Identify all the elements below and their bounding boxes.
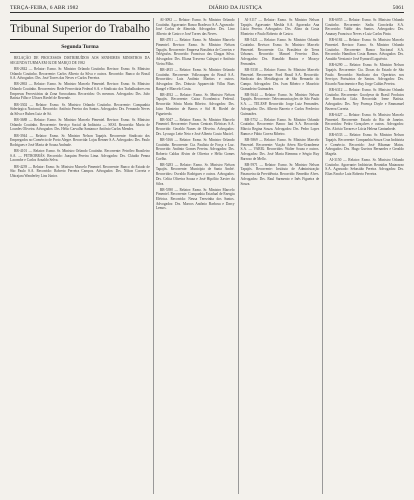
paragraph: RR-4701 — Relator: Exmo. Sr. Ministro Marcelo Pimentel. Revisor: Exmo. Sr. Ministro Nelson Tapajós. Recorrente: Empresa Brasileira de Correios e Telégrafos. Recorrido: Francisco das Chagas Silva. Advogados: Drs. Eliana Traverso Calegari e Antônio Vieira Filho. [155,38,235,66]
section-subtitle: Segunda Turma [10,44,150,53]
section-title-box [10,20,150,40]
column-1 [10,18,150,494]
paragraph: RR-6312 — Relator: Exmo. Sr. Ministro Orlando Coutinho. Recorrente: Goodyear do Brasil Produtos de Borracha Ltda. Recorrida: Irene Batista. Advogados: Drs. Ney Proença Doyle e Emmanuel Bezerra Correia. [325,88,404,111]
paragraph: RR-2842 — Relator: Exmo. Sr. Ministro Orlando Coutinho. Revisor: Exmo. Sr. Ministro Orlando Coutinho. Recorrente: Carlos Alberto da Silva e outros. Recorrido: Banco do Brasil S.A. Advogados: Drs. José Torres das Neves e Carlos Ferreira. [10,66,150,81]
paragraph: RR-5644 — Relator: Exmo. Sr. Ministro Nelson Tapajós. Recorrente: Telecomunicações de São Paulo S.A. — TELESP. Recorrido: Jorge Luiz Fernandes. Advogados: Drs. Alberto Barreto e Carlos Frederico Guimarães. [240,92,320,116]
paragraph: RR-5752 — Relator: Exmo. Sr. Ministro Orlando Coutinho. Recorrente: Banco Itaú S.A. Recorrida: Márcia Regina Souza. Advogados: Drs. Pedro Lopes Ramos e Fábio Correa Ribeiro. [240,117,320,136]
header-page-number: 5061 [392,5,404,11]
paragraph: RR-4815 — Relator: Exmo. Sr. Ministro Orlando Coutinho. Recorrente: Volkswagen do Brasil S.A. Recorridos: Luiz Antônio Martins e outros. Advogados: Drs. Dráusio Apparecido Villas Boas Rangel e Marcelo Costa. [155,67,235,91]
paragraph: RR-6290 — Relator: Exmo. Sr. Ministro Nelson Tapajós. Recorrente: Cia. Docas do Estado de São Paulo. Recorrido: Sindicato dos Operários nos Serviços Portuários de Santos. Advogados: Drs. Ricardo Nascimento e Ruy Jorge Caldas Pereira. [325,63,404,86]
page-header [10,3,404,13]
paragraph: RR-5538 — Relator: Exmo. Sr. Ministro Marcelo Pimentel. Recorrente: Ford Brasil S.A. Recorrido: Sindicato dos Metalúrgicos de São Bernardo do Campo. Advogados: Drs. Ivan Ribeiro e Maurício Granadeiro Guimarães. [240,67,320,91]
paragraph: RR-5421 — Relator: Exmo. Sr. Ministro Orlando Coutinho. Revisor: Exmo. Sr. Ministro Marcelo Pimentel. Recorrente: Cia. Brasileira de Trens Urbanos. Recorrido: Manoel Ferreira Dias. Advogados: Drs. Ronaldo Bastos e Moacyr Fernandes. [240,38,320,66]
header-date: TERÇA-FEIRA, 6 ABR 1982 [10,5,79,11]
paragraph: RR-5869 — Relator: Exmo. Sr. Ministro Marcelo Pimentel. Recorrente: Viação Aérea Rio-Grandense S.A. — VARIG. Recorridos: Walter Souza e outros. Advogados: Drs. José Maria Riemma e Sérgio Ruy Barroso de Mello. [240,137,320,161]
paragraph: RR-5283 — Relator: Exmo. Sr. Ministro Nelson Tapajós. Recorrente: Município de Santo André. Recorridos: Osvaldo Rodrigues e outros. Advogados: Drs. Celita Oliveira Souza e José Hipólito Xavier da Silva. [155,162,235,186]
paragraph: RELAÇÃO DE PROCESSOS DISTRIBUÍDOS AOS SENHORES MINISTROS DA SEGUNDA TURMA EM 02 DE MARÇO DE 1982 [10,56,150,65]
paragraph: AI-3117 — Relator: Exmo. Sr. Ministro Nelson Tapajós. Agravante: Mesbla S.A. Agravada: Ana Lúcia Pereira. Advogados: Drs. Alino da Costa Monteiro e Paulo Roberto de Castro. [240,18,320,37]
column-2 [156,18,235,494]
paragraph: RR-4101 — Relator: Exmo. Sr. Ministro Orlando Coutinho. Recorrente: Petróleo Brasileiro S.A. — PETROBRÁS. Recorrido: Joaquim Pereira Lima. Advogados: Drs. Cláudio Penna Lacombe e Carlos Arnaldo Selva. [10,149,150,163]
header-publication: DIÁRIO DA JUSTIÇA [208,5,263,11]
paragraph: RR-5971 — Relator: Exmo. Sr. Ministro Nelson Tapajós. Recorrente: Instituto de Administração Financeira da Previdência. Recorrido: Benedito Alves. Advogados: Drs. Raul Sarmento e Inês Figueira de Souza. [240,162,320,186]
paragraph: AI-3150 — Relator: Exmo. Sr. Ministro Orlando Coutinho. Agravante: Indústrias Reunidas Matarazzo S.A. Agravado: Sebastião Pereira. Advogados: Drs. Elias Farah e Luiz Roberto Ferreira. [325,158,404,177]
section-title: Tribunal Superior do Trabalho [10,23,150,35]
paragraph: RR-4932 — Relator: Exmo. Sr. Ministro Nelson Tapajós. Recorrente: Caixa Econômica Federal. Recorrida: Sônia Maria Ribeiro. Advogados: Drs. Jairo Monteiro de Barros e Sid H. Riedel de Figueiredo. [155,92,235,116]
column-3 [241,18,320,494]
paragraph: RR-5390 — Relator: Exmo. Sr. Ministro Marcelo Pimentel. Recorrente: Companhia Estadual de Energia Elétrica. Recorrida: Neusa Terezinha dos Santos. Advogados: Drs. Marcos Antônio Barbosa e Darcy Lemos. [155,187,235,211]
paragraph: RR-3302 — Relator: Exmo. Sr. Ministro Orlando Coutinho. Recorrente: Companhia Siderúrgica Nacional. Recorrido: Antônio Pereira dos Santos. Advogados: Drs. Fernando Neves da Silva e Ruben Luiz de Sá. [10,102,150,116]
paragraph: RR-6533 — Relator: Exmo. Sr. Ministro Nelson Tapajós. Recorrente: Companhia Souza Cruz Indústria e Comércio. Recorrido: José Ribamar Matos. Advogados: Drs. Hugo Gueiros Bernardes e Geraldo Magela. [325,133,404,156]
paragraph: RR-6055 — Relator: Exmo. Sr. Ministro Orlando Coutinho. Recorrente: Sadia Concórdia S.A. Recorrido: Valdir dos Santos. Advogados: Drs. Amaury Francisco Neves e Luiz Carlos Pinto. [325,18,404,37]
paragraph: RR-6184 — Relator: Exmo. Sr. Ministro Marcelo Pimentel. Revisor: Exmo. Sr. Ministro Orlando Coutinho. Recorrente: Banco Nacional S.A. Recorrido: Hamilton Costa Ramos. Advogados: Drs. Arnaldo Versiani e José Eymard Loguércio. [325,38,404,62]
paragraph: RR-3944 — Relator: Exmo. Sr. Ministro Nelson Tapajós. Recorrente: Sindicato dos Empregados no Comércio de Porto Alegre. Recorrida: Lojas Renner S.A. Advogados: Drs. Paulo Rodrigues e José Maria de Souza Andrade. [10,133,150,147]
paragraph: RR-4239 — Relator: Exmo. Sr. Ministro Marcelo Pimentel. Recorrente: Banco do Estado de São Paulo S.A. Recorrido: Roberto Ferreira Campos. Advogados: Drs. Nilton Correia e Ubirajara Wanderley Lins Júnior. [10,164,150,178]
paragraph: RR-5166 — Relator: Exmo. Sr. Ministro Orlando Coutinho. Recorrente: Cia. Paulista de Força e Luz. Recorrido: Antônio Gomes Pereira. Advogados: Drs. Roberto Caldas Alvim de Oliveira e Hélio Gomes Coelho. [155,137,235,161]
paragraph: AI-3092 — Relator: Exmo. Sr. Ministro Orlando Coutinho. Agravante: Banco Bradesco S.A. Agravado: José Carlos de Almeida. Advogados: Drs. Lino Alberto de Castro e José Torres das Neves. [155,18,235,37]
paragraph: RR-3688 — Relator: Exmo. Sr. Ministro Marcelo Pimentel. Revisor: Exmo. Sr. Ministro Orlando Coutinho. Recorrente: Serviço Social da Indústria — SESI. Recorrida: Maria de Lourdes Oliveira. Advogados: Drs. Hélio Carvalho Santana e Antônio Carlos Mendes. [10,118,150,132]
paragraph: RR-2863 — Relator: Exmo. Sr. Ministro Marcelo Pimentel. Revisor: Exmo. Sr. Ministro Orlando Coutinho. Recorrentes: Rede Ferroviária Federal S.A. e Sindicato dos Trabalhadores em Empresas Ferroviárias da Zona Sorocabana. Recorridos: Os mesmos. Advogados: Drs. João Batista Filho e Ulisses Riedel de Resende. [10,82,150,101]
paragraph: RR-5047 — Relator: Exmo. Sr. Ministro Marcelo Pimentel. Recorrente: Furnas Centrais Elétricas S.A. Recorrido: Geraldo Nunes de Oliveira. Advogados: Drs. Lycurgo Leite Neto e José Alberto Couto Maciel. [155,117,235,136]
column-4 [325,18,404,494]
text-columns [10,18,404,494]
header-rule [10,12,404,13]
paragraph: RR-6427 — Relator: Exmo. Sr. Ministro Marcelo Pimentel. Recorrente: Estado do Rio de Janeiro. Recorridos: Pedro Gonçalves e outros. Advogados: Drs. Aloísio Tavares e Lúcia Helena Cantanhede. [325,112,404,132]
